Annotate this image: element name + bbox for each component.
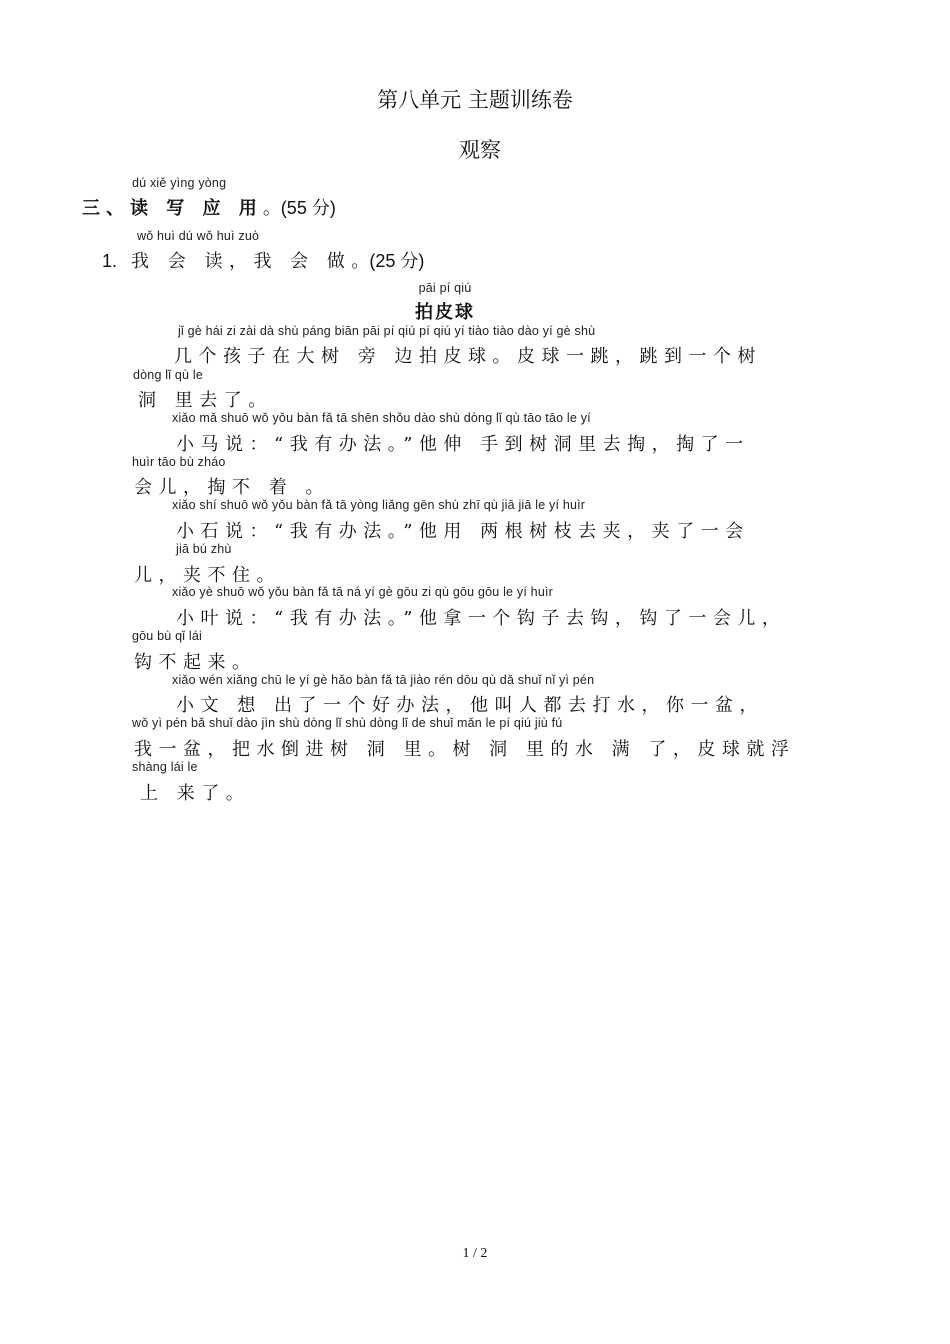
- question-score: 。(25 分): [351, 251, 425, 271]
- story-line-pinyin: wǒ yì pén bǎ shuǐ dào jìn shù dòng lǐ shù dòng lǐ de shuǐ mǎn le pí qiú jiù fú: [132, 716, 563, 730]
- story-line: 洞 里去了。: [138, 390, 273, 411]
- story-line: 钩不起来。: [134, 652, 257, 673]
- question-text: 我 会 读，我 会 做: [131, 251, 352, 272]
- page-number: 1 / 2: [462, 1246, 488, 1261]
- story-line-pinyin: dòng lǐ qù le: [133, 368, 204, 382]
- section-label: 三、读 写 应 用: [82, 198, 263, 219]
- question-pinyin: wǒ huì dú wǒ huì zuò: [137, 229, 260, 243]
- story-line-pinyin: xiǎo mǎ shuō wǒ yǒu bàn fǎ tā shēn shǒu dào shù dòng lǐ qù tāo tāo le yí: [172, 411, 591, 425]
- story-line: 小叶说：“我有办法。”他拿一个钩子去钩，钩了一会儿，: [176, 608, 787, 629]
- story-line: 小石说：“我有办法。”他用 两根树枝去夹，夹了一会: [176, 521, 750, 542]
- story-line: 我一盆，把水倒进树 洞 里。树 洞 里的水 满 了，皮球就浮: [134, 739, 796, 760]
- story-line-pinyin: xiǎo wén xiǎng chū le yí gè hǎo bàn fǎ tā jiào rén dōu qù dǎ shuǐ nǐ yì pén: [172, 673, 595, 687]
- story-line-pinyin: gōu bù qǐ lái: [132, 629, 203, 643]
- story-line: 小马说：“我有办法。”他伸 手到树洞里去掏，掏了一: [176, 434, 750, 455]
- story-line-pinyin: xiǎo shí shuō wǒ yǒu bàn fǎ tā yòng liǎng gēn shù zhī qù jiā jiā le yí huìr: [172, 498, 586, 512]
- story-line-pinyin: jiā bú zhù: [176, 542, 232, 556]
- page-title: 第八单元 主题训练卷: [377, 88, 573, 112]
- story-line-pinyin: xiǎo yè shuō wǒ yǒu bàn fǎ tā ná yí gè gōu zi qù gōu gōu le yí huìr: [172, 585, 554, 599]
- story-line: 几个孩子在大树 旁 边拍皮球。皮球一跳，跳到一个树: [174, 346, 762, 367]
- story-line-pinyin: huìr tāo bù zháo: [132, 455, 226, 469]
- page-subtitle: 观察: [459, 138, 501, 162]
- story-line: 上 来了。: [140, 783, 251, 804]
- section-score: 。(55 分): [262, 198, 336, 218]
- question-number: 1.: [102, 251, 118, 271]
- section-pinyin: dú xiě yìng yòng: [132, 176, 227, 190]
- story-line: 会儿，掏不 着 。: [134, 477, 330, 498]
- story-line: 儿，夹不住。: [134, 565, 281, 586]
- story-line: 小文 想 出了一个好办法，他叫人都去打水，你一盆，: [176, 695, 764, 716]
- story-title: 拍皮球: [415, 302, 475, 323]
- story-title-pinyin: pāi pí qiú: [418, 281, 472, 295]
- story-line-pinyin: shàng lái le: [132, 760, 198, 774]
- story-line-pinyin: jǐ gè hái zi zài dà shù páng biān pāi pí qiú pí qiú yí tiào tiào dào yí gè shù: [178, 324, 596, 338]
